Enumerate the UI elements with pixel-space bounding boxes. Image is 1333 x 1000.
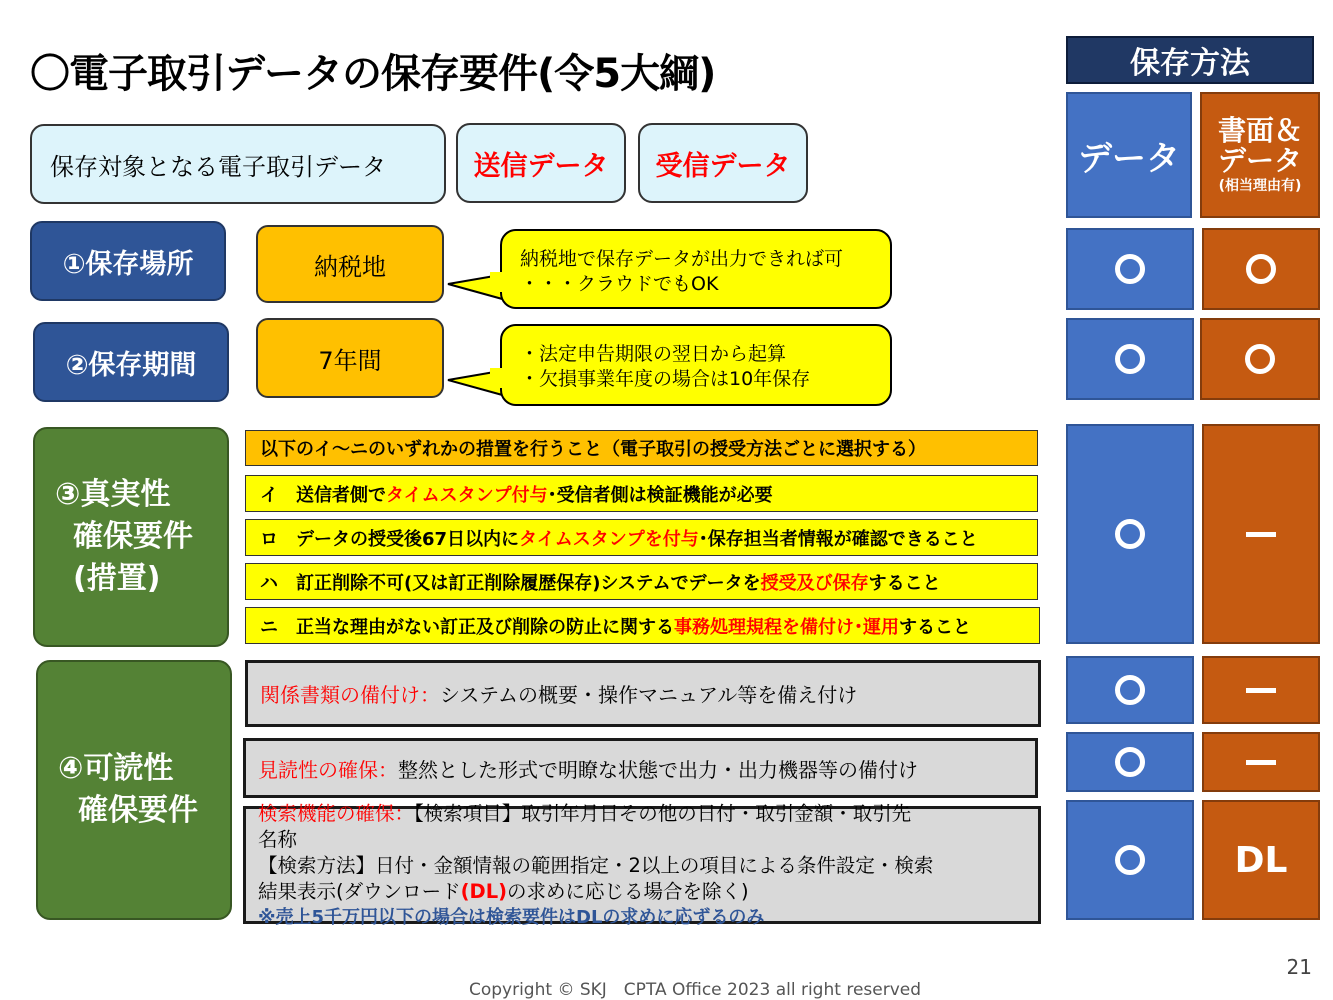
measure-i-red: タイムスタンプ付与 [386,484,548,506]
grid-search-paper [1202,800,1320,920]
period-note-line1: ・法定申告期限の翌日から起算 [520,343,787,365]
search-red: 検索機能の確保： [258,802,415,825]
target-data-label [30,124,446,204]
copyright: Copyright © SKJ CPTA Office 2023 all right reserved [468,980,922,1000]
dash-mark [1246,532,1276,537]
period-category [33,322,229,402]
visible-red: 見読性の確保： [258,757,398,782]
method-col-paper-l2: データ [1217,143,1302,177]
measure-i-post: ･受信者側は検証機能が必要 [547,484,773,506]
location-category-text: ①保存場所 [62,248,194,280]
circle-mark [1115,344,1145,374]
docs-text: システムの概要・操作マニュアル等を備え付け [440,683,858,707]
measure-i [245,475,1038,512]
readability-category [36,660,232,920]
grid-docs-paper [1202,656,1320,724]
readability-docs [245,660,1041,727]
measure-ni [245,607,1040,644]
grid-location-paper [1202,228,1320,310]
measure-i-pre: イ 送信者側で [260,484,386,506]
measure-ha-post: すること [868,572,941,594]
circle-mark [1115,675,1145,705]
location-note-line2: ・・・クラウドでもOK [520,273,719,295]
dash-mark [1246,760,1276,765]
measure-ha-pre: ハ 訂正削除不可(又は訂正削除履歴保存)システムでデータを [260,572,761,594]
grid-visible-paper [1202,732,1320,792]
send-data-label [456,123,626,203]
measure-ro [245,519,1038,556]
circle-mark [1115,254,1145,284]
period-tail-mask [490,368,506,388]
grid-period-data [1066,318,1194,400]
recv-data-text: 受信データ [655,150,791,182]
dash-mark [1246,688,1276,693]
send-data-text: 送信データ [473,150,609,182]
method-col-paper-l1: 書面＆ [1217,114,1302,148]
search-text4-red: (DL) [460,880,508,903]
target-data-text: 保存対象となる電子取引データ [50,152,386,181]
location-value [256,225,444,303]
grid-location-data [1066,228,1194,310]
method-col-data-text: データ [1078,138,1180,179]
readability-label-l1: ④可読性 [58,751,174,786]
authenticity-intro-text: 以下のイ～ニのいずれかの措置を行うこと（電子取引の授受方法ごとに選択する） [260,439,926,460]
readability-label-l2: 確保要件 [78,793,198,828]
location-value-text: 納税地 [314,252,386,281]
method-col-paper [1200,92,1320,218]
page-number: 21 [1286,955,1312,979]
method-title-text: 保存方法 [1130,46,1250,81]
circle-mark [1115,845,1145,875]
search-text2: 名称 [258,828,298,851]
docs-red: 関係書類の備付け： [260,683,440,707]
period-value-text: 7年間 [318,346,382,375]
circle-mark [1246,254,1276,284]
recv-data-label [638,123,808,203]
search-note: ※売上5千万円以下の場合は検索要件はDLの求めに応ずるのみ [258,907,765,928]
measure-ni-post: すること [899,616,971,638]
measure-ro-red: タイムスタンプを付与 [519,528,699,550]
location-note-line1: 納税地で保存データが出力できれば可 [520,248,844,270]
grid-period-paper [1200,318,1320,400]
period-note-line2: ・欠損事業年度の場合は10年保存 [520,368,811,390]
measure-ha [245,563,1038,600]
search-text4-pre: 結果表示(ダウンロード [258,880,461,903]
method-col-paper-note: (相当理由有) [1218,178,1302,195]
circle-mark [1115,519,1145,549]
grid-visible-data [1066,732,1194,792]
authenticity-label-l2: 確保要件 [73,519,193,554]
measure-ro-post: ･保存担当者情報が確認できること [698,528,978,550]
grid-authenticity-data [1066,424,1194,644]
location-category [30,221,226,301]
period-value [256,318,444,398]
period-callout [500,324,892,406]
measure-ha-red: 授受及び保存 [760,572,869,594]
search-text1: 【検索項目】取引年月日その他の日付・取引金額・取引先 [414,802,912,825]
search-text4-post: の求めに応じる場合を除く) [507,880,749,903]
location-tail-mask [490,272,506,292]
measure-ni-red: 事務処理規程を備付け･運用 [674,616,899,638]
circle-mark [1115,747,1145,777]
readability-search [243,802,1041,928]
readability-visible [243,738,1038,798]
visible-text: 整然とした形式で明瞭な状態で出力・出力機器等の備付け [398,757,918,782]
authenticity-intro [245,430,1038,466]
method-title [1066,36,1314,84]
grid-authenticity-paper [1202,424,1320,644]
measure-ni-pre: ニ 正当な理由がない訂正及び削除の防止に関する [260,616,674,638]
grid-docs-data [1066,656,1194,724]
location-callout [500,229,892,309]
page-title: 〇電子取引データの保存要件(令5大綱) [30,51,716,97]
authenticity-label-l1: ③真実性 [55,477,171,512]
search-text3: 【検索方法】日付・金額情報の範囲指定・2以上の項目による条件設定・検索 [258,854,934,877]
grid-search-data [1066,800,1194,920]
authenticity-category [33,427,229,647]
measure-ro-pre: ロ データの授受後67日以内に [260,528,520,550]
authenticity-label-l3: (措置) [73,561,161,596]
circle-mark [1245,344,1275,374]
grid-dl-label: DL [1234,839,1288,881]
period-category-text: ②保存期間 [65,349,197,381]
method-col-data [1066,92,1192,218]
